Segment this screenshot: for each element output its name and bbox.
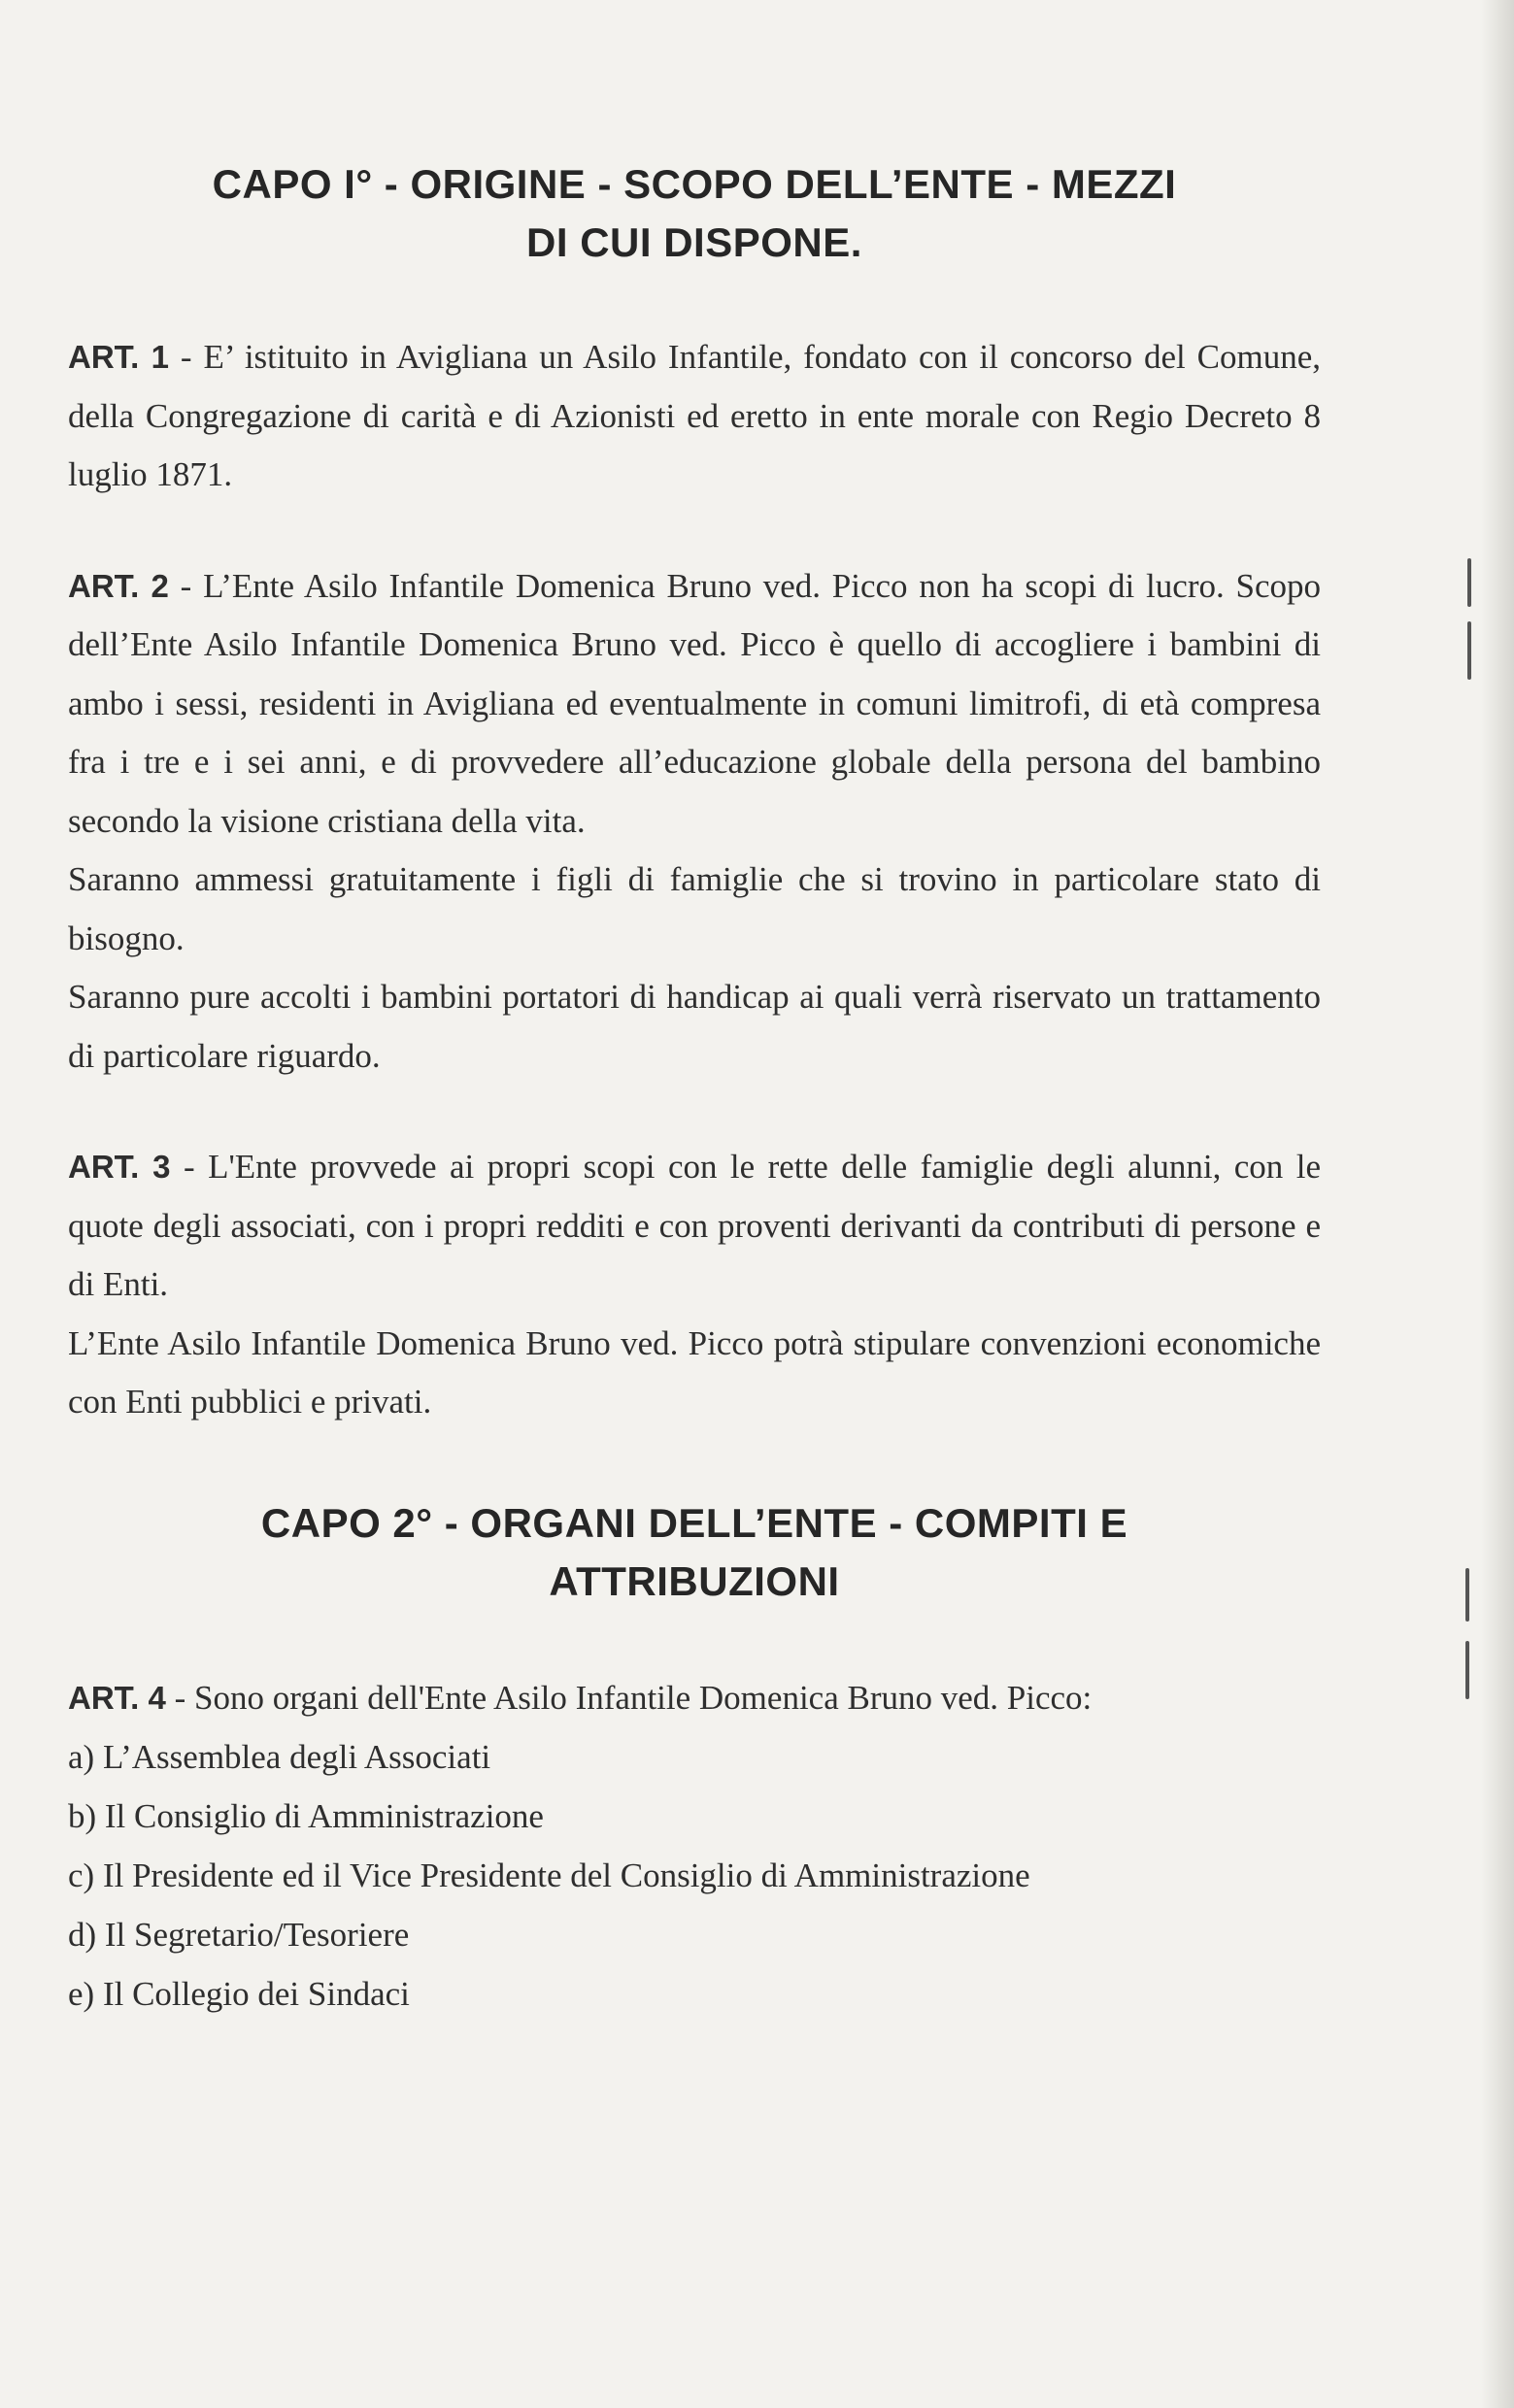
page-edge <box>1481 0 1514 2408</box>
article-1-label: ART. 1 <box>68 339 170 375</box>
article-4-item-d: d) Il Segretario/Tesoriere <box>68 1916 410 1954</box>
chapter-1-title-line-1: CAPO I° - ORIGINE - SCOPO DELL’ENTE - MEZZI <box>212 161 1177 207</box>
edge-mark <box>1465 1568 1469 1622</box>
edge-mark <box>1467 558 1471 607</box>
article-2-label: ART. 2 <box>68 567 169 604</box>
article-3-label: ART. 3 <box>68 1149 171 1185</box>
article-3 <box>68 1138 1321 1432</box>
article-4-text: - Sono organi dell'Ente Asilo Infantile Domenica Bruno ved. Picco: <box>165 1678 1093 1717</box>
article-4-item-e: e) Il Collegio dei Sindaci <box>68 1975 410 2013</box>
article-4-label: ART. 4 <box>68 1679 166 1716</box>
article-4-item-a: a) L’Assemblea degli Associati <box>68 1738 491 1776</box>
document-body <box>68 155 1321 2023</box>
edge-mark <box>1465 1641 1469 1699</box>
article-2 <box>68 557 1321 1087</box>
article-2-paragraph-2: Saranno ammessi gratuitamente i figli di famiglie che si trovino in particolare stato di bisogno. <box>68 860 1321 957</box>
chapter-2-title-line-2: ATTRIBUZIONI <box>549 1557 840 1604</box>
article-2-text: - L’Ente Asilo Infantile Domenica Bruno ved. Picco non ha scopi di lucro. Scopo dell’Ente Asilo Infantile Domenica Bruno ved. Picco è quello di accogliere i bambini di ambo i sessi, residenti in Avigliana ed eventualmente in comuni limitrofi, di età compresa fra i tre e i sei anni, e di provvedere all’educazione globale della persona del bambino secondo la visione cristiana della vita. <box>68 566 1321 840</box>
chapter-2-title-line-1: CAPO 2° - ORGANI DELL’ENTE - COMPITI E <box>260 1499 1128 1546</box>
article-1 <box>68 328 1321 505</box>
article-4-item-b: b) Il Consiglio di Amministrazione <box>68 1797 544 1835</box>
article-3-text: - L'Ente provvede ai propri scopi con le rette delle famiglie degli alunni, con le quote degli associati, con i propri redditi e con proventi derivanti da contributi di persone e di Enti. <box>68 1148 1321 1303</box>
article-4-item-c: c) Il Presidente ed il Vice Presidente del Consiglio di Amministrazione <box>68 1856 1030 1894</box>
article-1-text: - E’ istituito in Avigliana un Asilo Infantile, fondato con il concorso del Comune, della Congregazione di carità e di Azionisti ed eretto in ente morale con Regio Decreto 8 luglio 1871. <box>68 338 1322 493</box>
chapter-2-title <box>68 1494 1321 1611</box>
article-3-paragraph-2: L’Ente Asilo Infantile Domenica Bruno ved. Picco potrà stipulare convenzioni economiche con Enti pubblici e privati. <box>68 1323 1321 1421</box>
edge-mark <box>1467 621 1471 680</box>
chapter-1-title <box>68 155 1321 272</box>
article-4 <box>68 1669 1321 2024</box>
chapter-1-title-line-2: DI CUI DISPONE. <box>526 219 862 265</box>
article-2-paragraph-3: Saranno pure accolti i bambini portatori di handicap ai quali verrà riservato un trattamento di particolare riguardo. <box>68 978 1321 1075</box>
